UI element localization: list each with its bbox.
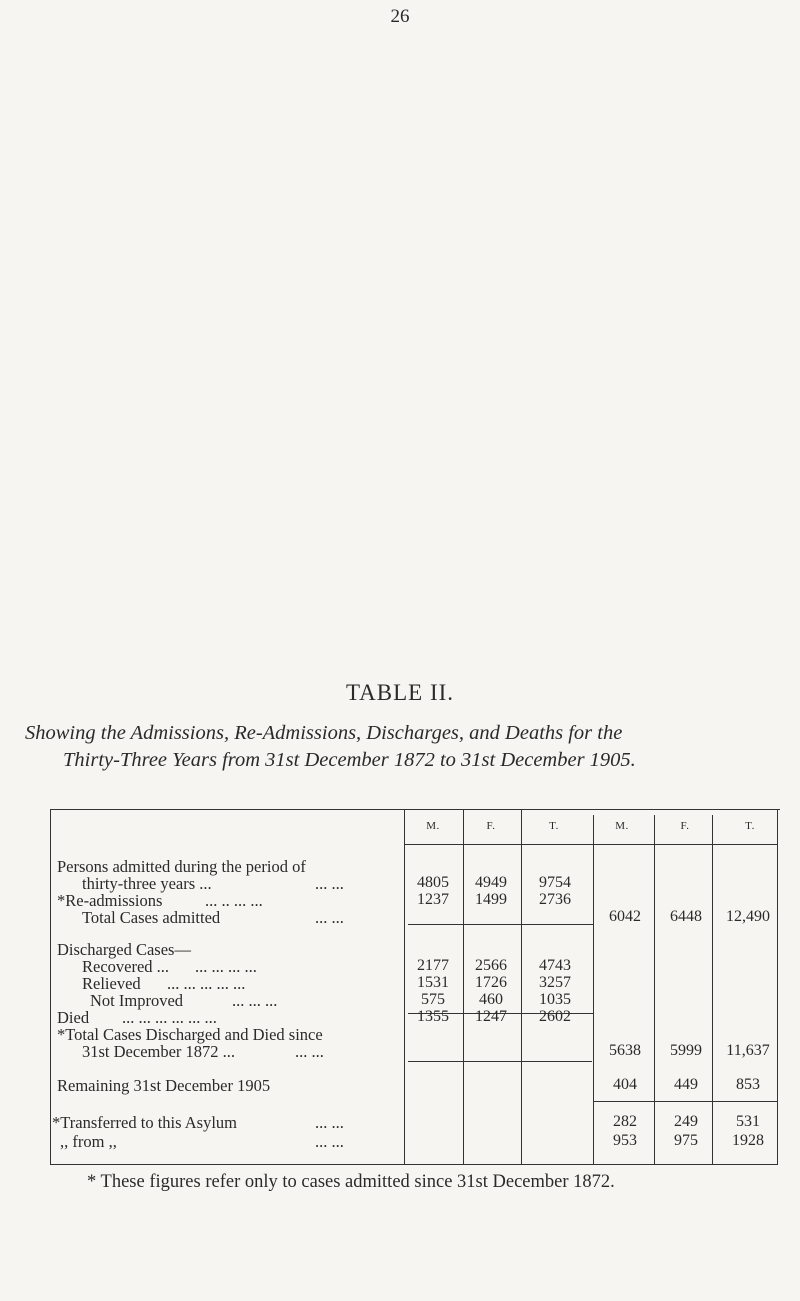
cell-relieved-f: 1726: [475, 974, 507, 991]
cell-transferred-to-t: 531: [736, 1113, 760, 1130]
cell-recovered-t: 4743: [539, 957, 571, 974]
label-total-discharged-1: *Total Cases Discharged and Died since: [57, 1025, 323, 1044]
cell-not-improved-f: 460: [479, 991, 503, 1008]
cell-total-admitted-m: 6042: [609, 908, 641, 925]
label-transferred-to: *Transferred to this Asylum: [52, 1113, 238, 1132]
cell-transferred-from-f: 975: [674, 1132, 698, 1149]
cell-readmissions-t: 2736: [539, 891, 571, 908]
cell-total-discharged-f: 5999: [670, 1042, 702, 1059]
label-relieved: Relieved: [82, 974, 141, 993]
label-total-discharged-dots: ... ...: [295, 1042, 324, 1061]
label-discharged: Discharged Cases—: [57, 940, 191, 959]
header-m-total: M.: [615, 820, 629, 832]
header-t: T.: [549, 820, 559, 832]
label-recovered-dots: ... ... ... ...: [195, 957, 257, 976]
label-relieved-dots: ... ... ... ... ...: [167, 974, 246, 993]
header-f-total: F.: [680, 820, 690, 832]
cell-transferred-from-t: 1928: [732, 1132, 764, 1149]
table-bottom-rule: [50, 1164, 778, 1165]
label-total-admitted-dots: ... ...: [315, 908, 344, 927]
table-top-rule: [50, 809, 780, 810]
label-recovered: Recovered ...: [82, 957, 170, 976]
table-left-rule: [50, 809, 51, 1164]
header-f: F.: [486, 820, 496, 832]
header-m: M.: [426, 820, 440, 832]
label-admitted-1: Persons admitted during the period of: [57, 857, 306, 876]
page-number: 26: [390, 6, 410, 27]
cell-total-discharged-t: 11,637: [726, 1042, 770, 1059]
cell-died-t: 2602: [539, 1008, 571, 1025]
table-right-rule: [777, 809, 778, 1165]
label-remaining: Remaining 31st December 1905: [57, 1076, 271, 1095]
cell-not-improved-m: 575: [421, 991, 445, 1008]
label-readmissions: *Re-admissions: [57, 891, 163, 910]
label-not-improved-dots: ... ... ...: [232, 991, 278, 1010]
cell-remaining-t: 853: [736, 1076, 760, 1093]
subtotal-rule-admitted: [408, 924, 593, 925]
cell-relieved-t: 3257: [539, 974, 571, 991]
label-transferred-to-dots: ... ...: [315, 1113, 344, 1132]
subtitle-line-1: Showing the Admissions, Re-Admissions, Discharges, and Deaths for the: [25, 722, 623, 744]
cell-recovered-m: 2177: [417, 957, 449, 974]
header-rule: [404, 844, 777, 845]
label-died-dots: ... ... ... ... ... ...: [122, 1008, 217, 1027]
cell-admitted-t: 9754: [539, 874, 571, 891]
rule-above-remaining: [408, 1061, 592, 1062]
cell-transferred-to-f: 249: [674, 1113, 698, 1130]
label-transferred-from-dots: ... ...: [315, 1132, 344, 1151]
cell-recovered-f: 2566: [475, 957, 507, 974]
label-died: Died: [57, 1008, 90, 1027]
label-admitted-2: thirty-three years ...: [82, 874, 212, 893]
cell-admitted-m: 4805: [417, 874, 449, 891]
cell-transferred-from-m: 953: [613, 1132, 637, 1149]
cell-relieved-m: 1531: [417, 974, 449, 991]
label-total-admitted: Total Cases admitted: [82, 908, 221, 927]
label-not-improved: Not Improved: [90, 991, 184, 1010]
table-title: TABLE II.: [345, 680, 455, 705]
label-admitted-dots: ... ...: [315, 874, 344, 893]
header-t-total: T.: [745, 820, 755, 832]
cell-died-f: 1247: [475, 1008, 507, 1025]
cell-total-admitted-t: 12,490: [726, 908, 770, 925]
cell-readmissions-m: 1237: [417, 891, 449, 908]
footnote: * These figures refer only to cases admitted since 31st December 1872.: [87, 1172, 615, 1192]
cell-transferred-to-m: 282: [613, 1113, 637, 1130]
cell-remaining-m: 404: [613, 1076, 637, 1093]
label-total-discharged-2: 31st December 1872 ...: [82, 1042, 236, 1061]
cell-admitted-f: 4949: [475, 874, 507, 891]
rule-above-transfers: [593, 1101, 777, 1102]
cell-total-discharged-m: 5638: [609, 1042, 641, 1059]
cell-remaining-f: 449: [674, 1076, 698, 1093]
cell-total-admitted-f: 6448: [670, 908, 702, 925]
cell-readmissions-f: 1499: [475, 891, 507, 908]
label-transferred-from: ,, from ,,: [60, 1132, 117, 1151]
cell-not-improved-t: 1035: [539, 991, 571, 1008]
label-readmissions-dots: ... .. ... ...: [205, 891, 263, 910]
subtitle-line-2: Thirty-Three Years from 31st December 1872 to 31st December 1905.: [63, 749, 636, 771]
cell-died-m: 1355: [417, 1008, 449, 1025]
